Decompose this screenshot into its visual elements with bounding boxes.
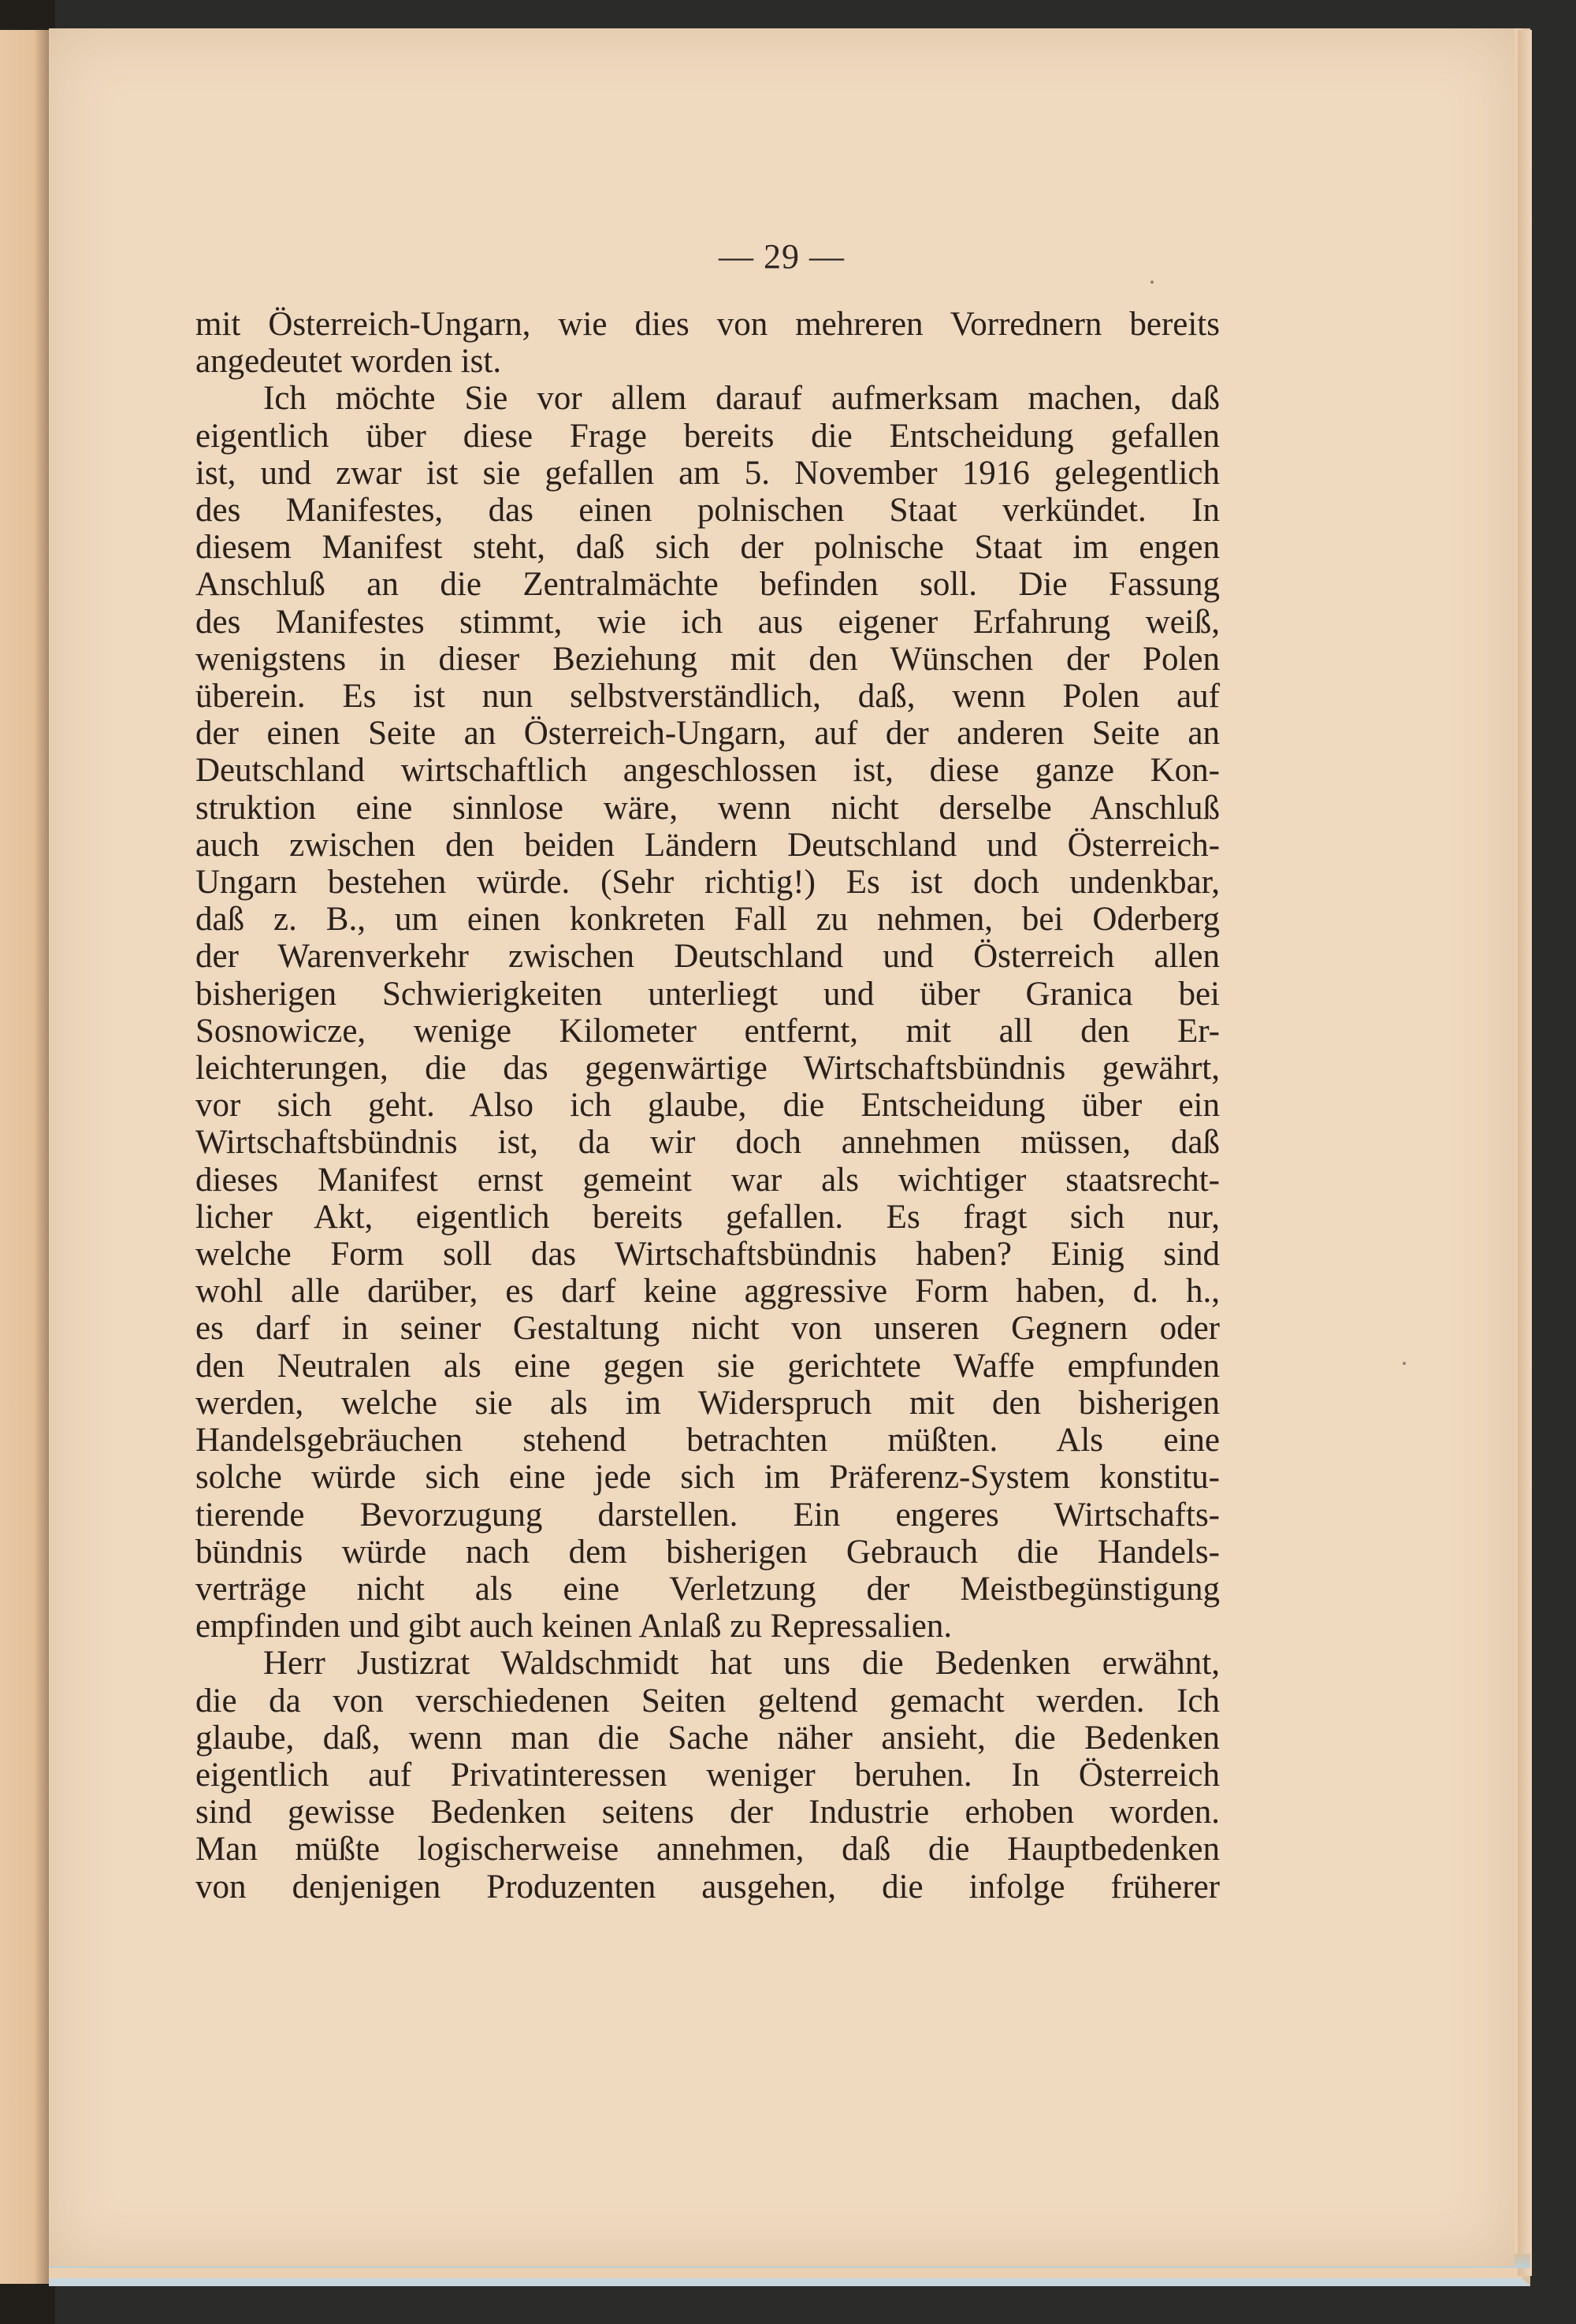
text-line: Man müßte logischerweise annehmen, daß die Hauptbedenken	[195, 1831, 1220, 1868]
paper-speck	[1403, 1362, 1406, 1365]
text-line: von denjenigen Produzenten ausgehen, die infolge früherer	[195, 1868, 1220, 1906]
text-line: bündnis würde nach dem bisherigen Gebrauch die Handels-	[195, 1533, 1220, 1571]
text-line: mit Österreich-Ungarn, wie dies von mehreren Vorrednern bereits	[195, 306, 1220, 343]
body-text	[195, 306, 1220, 1906]
page-right-edge	[1518, 30, 1532, 2276]
text-line: Wirtschaftsbündnis ist, da wir doch annehmen müssen, daß	[195, 1124, 1220, 1162]
text-line: der Warenverkehr zwischen Deutschland und Österreich allen	[195, 938, 1220, 976]
text-line: der einen Seite an Österreich-Ungarn, auf der anderen Seite an	[195, 715, 1220, 753]
text-line: glaube, daß, wenn man die Sache näher ansieht, die Bedenken	[195, 1719, 1220, 1757]
text-line: solche würde sich eine jede sich im Präferenz-System konstitu-	[195, 1459, 1220, 1497]
text-line: Handelsgebräuchen stehend betrachten müßten. Als eine	[195, 1422, 1220, 1459]
text-line: daß z. B., um einen konkreten Fall zu nehmen, bei Oderberg	[195, 901, 1220, 939]
text-line: tierende Bevorzugung darstellen. Ein engeres Wirtschafts-	[195, 1496, 1220, 1534]
text-line: sind gewisse Bedenken seitens der Industrie erhoben worden.	[195, 1794, 1220, 1831]
text-line: werden, welche sie als im Widerspruch mit den bisherigen	[195, 1384, 1220, 1422]
text-line: auch zwischen den beiden Ländern Deutschland und Österreich-	[195, 826, 1220, 864]
text-line: es darf in seiner Gestaltung nicht von unseren Gegnern oder	[195, 1310, 1220, 1348]
text-line: des Manifestes stimmt, wie ich aus eigener Erfahrung weiß,	[195, 603, 1220, 641]
paper-speck	[1150, 281, 1154, 284]
text-line: Deutschland wirtschaftlich angeschlossen ist, diese ganze Kon-	[195, 752, 1220, 790]
page-number: — 29 —	[719, 237, 845, 276]
text-line: Sosnowicze, wenige Kilometer entfernt, mit all den Er-	[195, 1012, 1220, 1050]
text-line: die da von verschiedenen Seiten geltend gemacht werden. Ich	[195, 1682, 1220, 1720]
text-line: ist, und zwar ist sie gefallen am 5. November 1916 gelegentlich	[195, 454, 1220, 492]
text-line: licher Akt, eigentlich bereits gefallen. Es fragt sich nur,	[195, 1198, 1220, 1236]
text-line: wenigstens in dieser Beziehung mit den Wünschen der Polen	[195, 640, 1220, 678]
text-line: bisherigen Schwierigkeiten unterliegt und über Granica bei	[195, 975, 1220, 1013]
text-line: empfinden und gibt auch keinen Anlaß zu Repressalien.	[195, 1608, 953, 1645]
text-line: welche Form soll das Wirtschaftsbündnis haben? Einig sind	[195, 1236, 1220, 1274]
text-line: Anschluß an die Zentralmächte befinden soll. Die Fassung	[195, 566, 1220, 604]
text-line: dieses Manifest ernst gemeint war als wichtiger staatsrecht-	[195, 1161, 1220, 1199]
text-line: eigentlich auf Privatinteressen weniger beruhen. In Österreich	[195, 1756, 1220, 1794]
previous-page-edge	[0, 30, 50, 2284]
text-line: vor sich geht. Also ich glaube, die Entscheidung über ein	[195, 1087, 1220, 1125]
text-line: des Manifestes, das einen polnischen Staat verkündet. In	[195, 492, 1220, 530]
text-line: struktion eine sinnlose wäre, wenn nicht derselbe Anschluß	[195, 789, 1220, 827]
text-line: Ungarn bestehen würde. (Sehr richtig!) Es ist doch undenkbar,	[195, 864, 1220, 902]
text-line: Herr Justizrat Waldschmidt hat uns die Bedenken erwähnt,	[263, 1645, 1220, 1683]
text-line: überein. Es ist nun selbstverständlich, daß, wenn Polen auf	[195, 678, 1220, 716]
text-line: verträge nicht als eine Verletzung der Meistbegünstigung	[195, 1570, 1220, 1608]
text-line: angedeutet worden ist.	[195, 343, 502, 381]
text-line: den Neutralen als eine gegen sie gerichtete Waffe empfunden	[195, 1347, 1220, 1385]
text-line: wohl alle darüber, es darf keine aggressive Form haben, d. h.,	[195, 1273, 1220, 1311]
text-line: Ich möchte Sie vor allem darauf aufmerksam machen, daß	[263, 380, 1220, 418]
text-line: diesem Manifest steht, daß sich der polnische Staat im engen	[195, 529, 1220, 567]
text-line: leichterungen, die das gegenwärtige Wirtschaftsbündnis gewährt,	[195, 1050, 1220, 1088]
text-line: eigentlich über diese Frage bereits die Entscheidung gefallen	[195, 417, 1220, 455]
document-page	[49, 28, 1515, 2266]
